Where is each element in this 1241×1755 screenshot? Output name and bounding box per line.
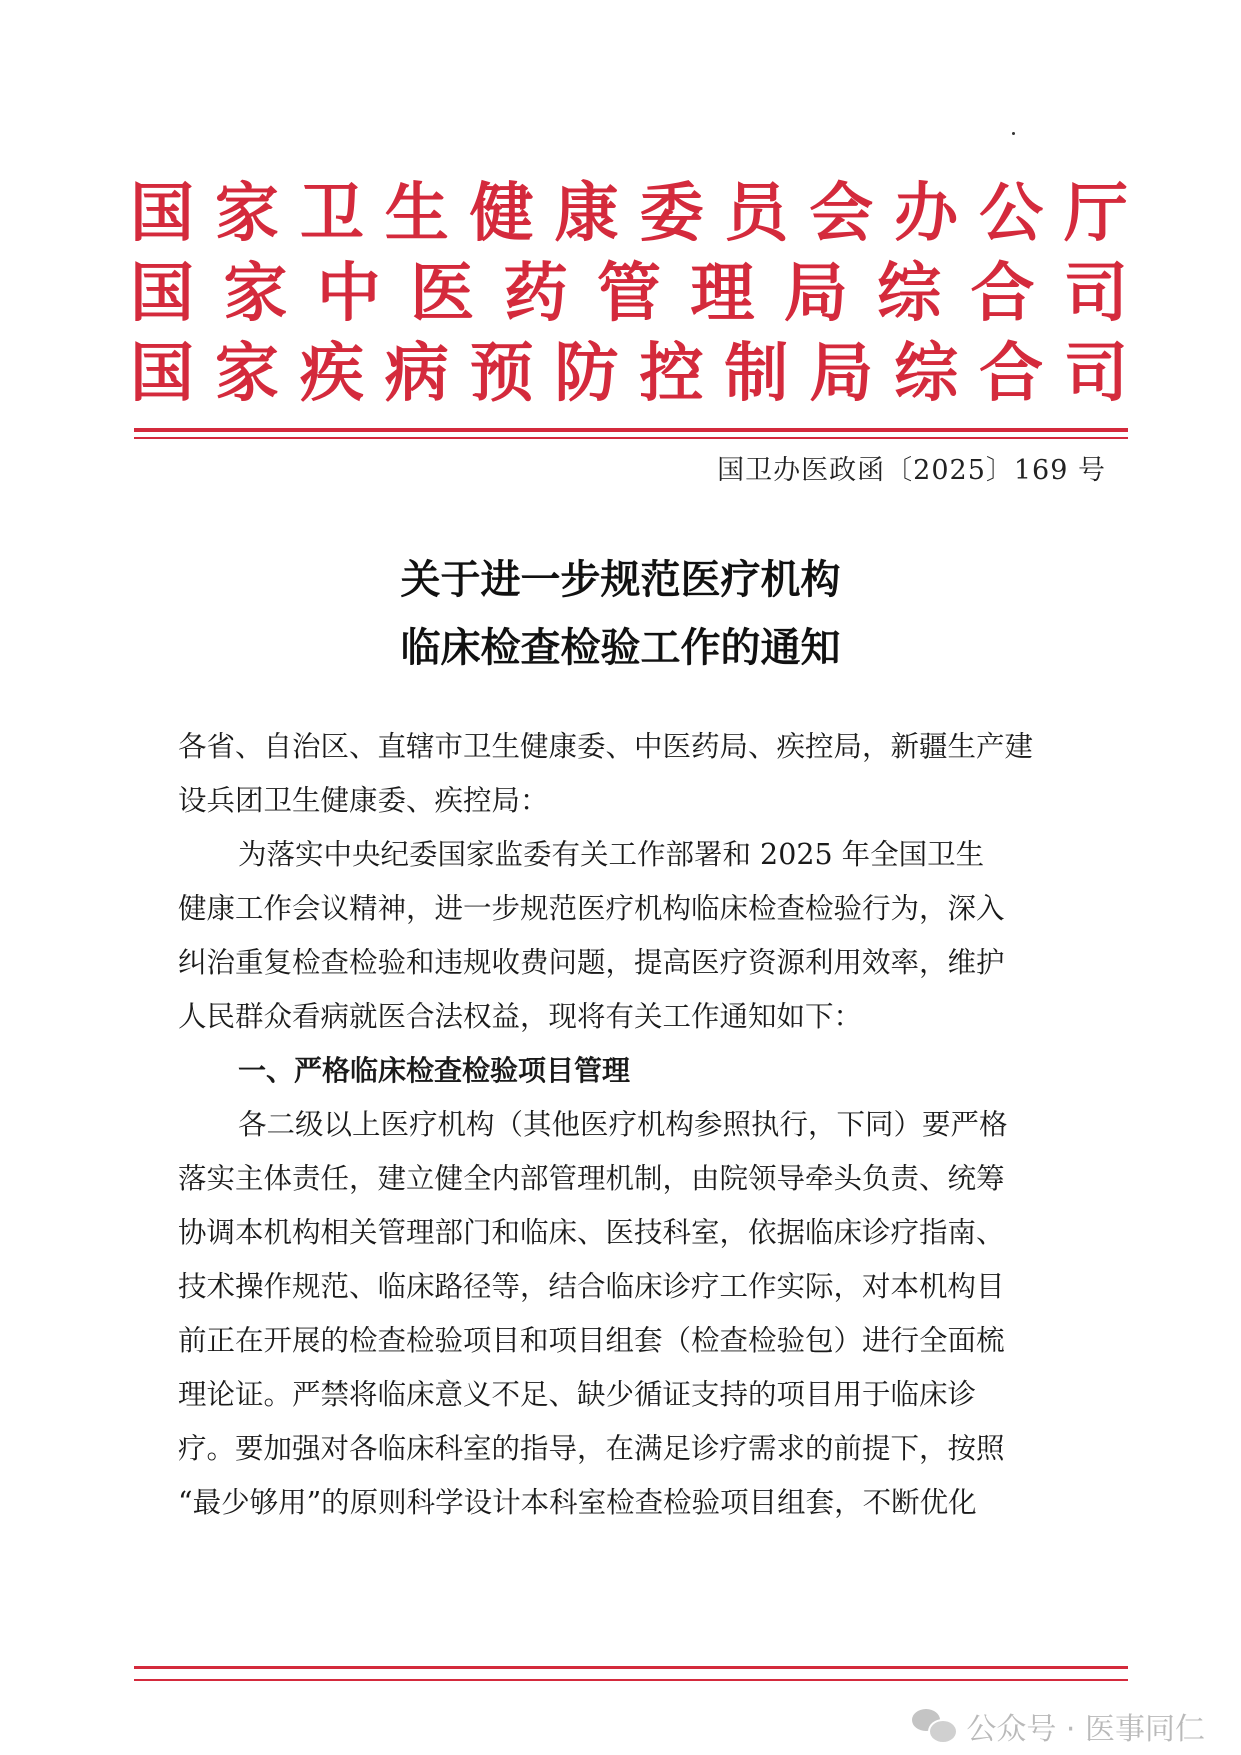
body-line: 落实主体责任，建立健全内部管理机制，由院领导牵头负责、统筹 [178,1162,1005,1195]
issuer-char: 康 [554,176,619,251]
body-line: 技术操作规范、临床路径等，结合临床诊疗工作实际，对本机构目 [178,1270,1005,1303]
body-line: 人民群众看病就医合法权益，现将有关工作通知如下： [178,1000,863,1033]
watermark [912,1704,1205,1748]
red-header-rule-thick [134,428,1128,432]
issuer-char: 公 [979,176,1044,251]
issuer-char: 医 [410,256,475,331]
issuer-char: 国 [130,176,194,251]
issuer-char: 家 [223,256,288,331]
issuer-char: 预 [469,336,534,411]
red-footer-rule-thick [134,1666,1128,1669]
watermark-text: 公众号 · 医事同仁 [966,1712,1205,1747]
issuer-line-2 [130,252,1128,336]
issuer-char: 合 [979,336,1044,411]
scan-speck [1012,132,1015,135]
issuer-char: 厅 [1063,176,1128,251]
issuer-char: 综 [877,256,942,331]
body-line: 协调本机构相关管理部门和临床、医技科室，依据临床诊疗指南、 [178,1216,1005,1249]
issuer-char: 家 [214,176,279,251]
red-header-rule-thin [134,437,1128,439]
issuer-char: 健 [469,176,534,251]
issuer-line-1 [130,172,1128,256]
body-line: 健康工作会议精神，进一步规范医疗机构临床检查检验行为，深入 [178,892,1005,925]
document-title-line-2: 临床检查检验工作的通知 [400,625,841,671]
body-line: 纠治重复检查检验和违规收费问题，提高医疗资源利用效率，维护 [178,946,1005,979]
issuer-line-3 [130,332,1128,416]
issuer-char: 疾 [299,336,364,411]
issuer-char: 国 [130,336,194,411]
issuer-char: 局 [783,256,848,331]
document-number: 国卫办医政函〔2025〕169 号 [717,455,1106,486]
issuer-char: 理 [690,256,755,331]
body-line: 设兵团卫生健康委、疾控局： [178,784,549,817]
issuer-char: 委 [639,176,704,251]
body-line: 各二级以上医疗机构（其他医疗机构参照执行，下同）要严格 [238,1108,1008,1141]
issuer-char: 司 [1063,336,1128,411]
body-line: 各省、自治区、直辖市卫生健康委、中医药局、疾控局，新疆生产建 [178,730,1034,763]
issuer-char: 员 [724,176,789,251]
issuer-char: 制 [724,336,789,411]
body-line: 疗。要加强对各临床科室的指导，在满足诊疗需求的前提下，按照 [178,1432,1005,1465]
section-heading: 一、严格临床检查检验项目管理 [238,1054,631,1087]
issuer-char: 家 [214,336,279,411]
issuer-char: 综 [894,336,959,411]
issuer-char: 控 [639,336,704,411]
wechat-icon [912,1707,956,1745]
red-footer-rule-thin [134,1679,1128,1681]
issuer-char: 中 [316,256,381,331]
issuer-char: 管 [596,256,661,331]
issuer-char: 局 [809,336,874,411]
issuer-char: 病 [384,336,449,411]
issuer-char: 药 [503,256,568,331]
body-line: “最少够用”的原则科学设计本科室检查检验项目组套，不断优化 [178,1486,977,1519]
issuer-char: 合 [970,256,1035,331]
issuer-char: 防 [554,336,619,411]
issuer-char: 国 [130,256,194,331]
issuer-char: 生 [384,176,449,251]
body-line: 前正在开展的检查检验项目和项目组套（检查检验包）进行全面梳 [178,1324,1005,1357]
issuer-char: 会 [809,176,874,251]
body-line: 理论证。严禁将临床意义不足、缺少循证支持的项目用于临床诊 [178,1378,977,1411]
issuer-char: 办 [894,176,959,251]
issuer-char: 司 [1063,256,1128,331]
document-title-line-1: 关于进一步规范医疗机构 [400,557,841,603]
document-body [178,720,1086,1530]
body-line: 为落实中央纪委国家监委有关工作部署和 2025 年全国卫生 [238,838,985,871]
issuer-char: 卫 [299,176,364,251]
